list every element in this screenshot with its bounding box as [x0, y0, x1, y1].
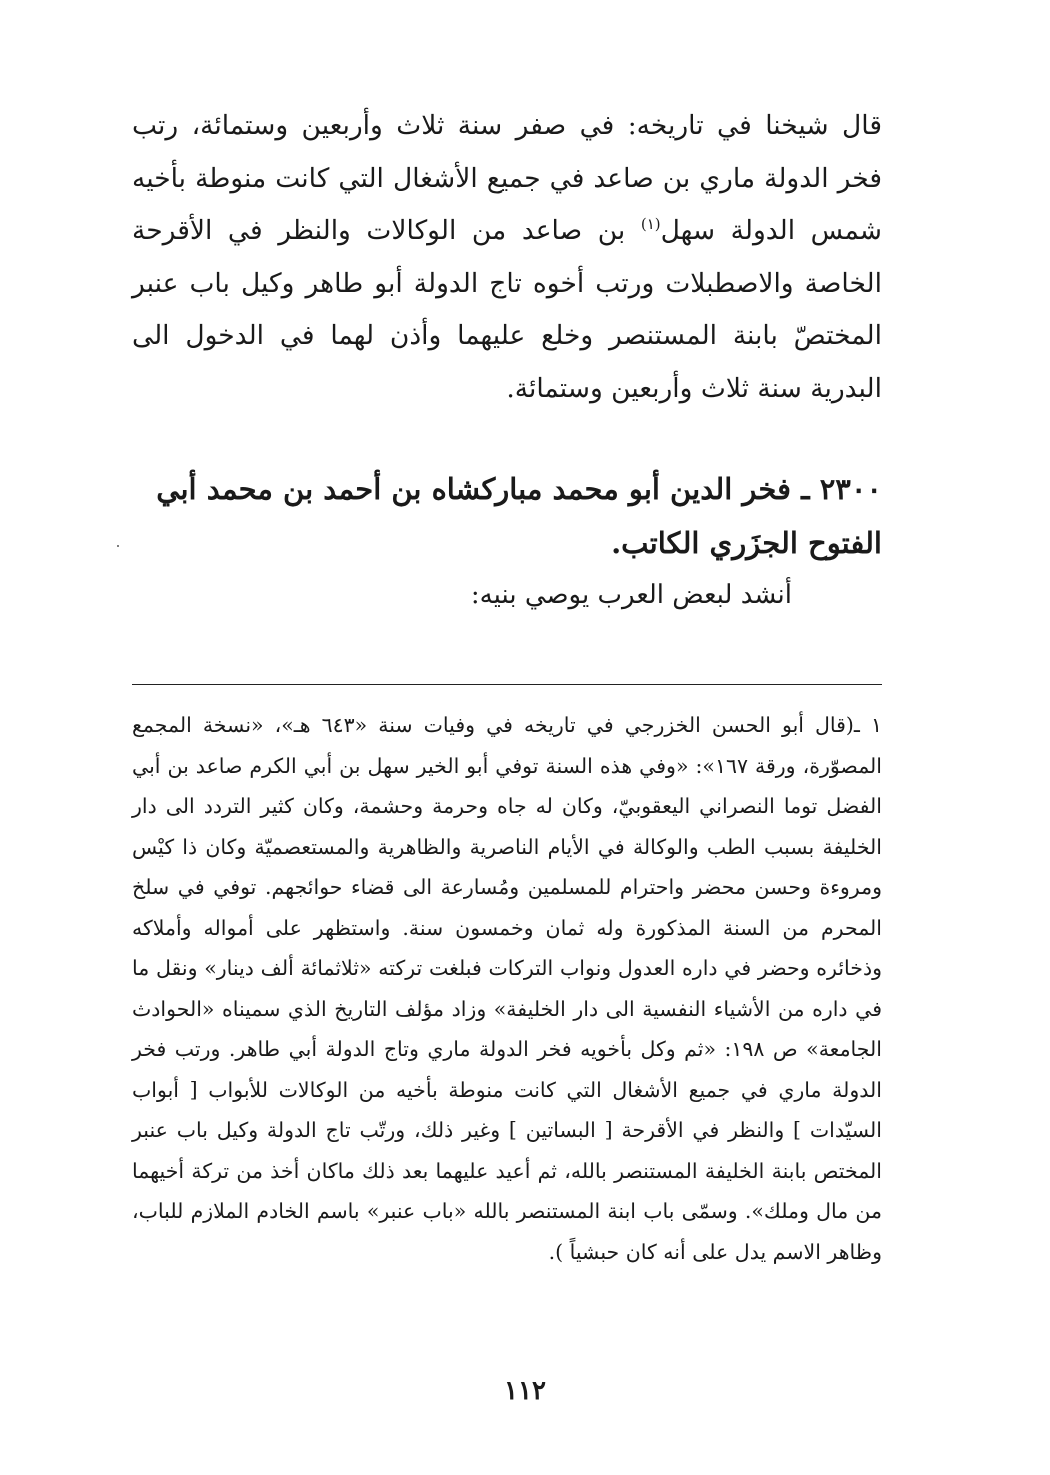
main-paragraph-text — [132, 100, 882, 415]
footnote-reference: (١) — [640, 215, 661, 233]
main-paragraph — [132, 100, 882, 415]
main-paragraph-part-2: بن صاعد من الوكالات والنظر في الأقرحة الخاصة والاصطبلات ورتب أخوه تاج الدولة أبو طاهر وكيل باب عنبر المختصّ بابنة المستنصر وخلع عليهما وأذن لهما في الدخول الى البدرية سنة ثلاث وأربعين وستمائة. — [132, 215, 882, 404]
entry-subline: أنشد لبعض العرب يوصي بنيه: — [470, 580, 792, 610]
footnote — [132, 705, 882, 1272]
main-paragraph-part-1: قال شيخنا في تاريخه: في صفر سنة ثلاث وأربعين وستمائة، رتب فخر الدولة ماري بن صاعد في جميع الأشغال التي كانت منوطة بأخيه شمس الدولة سهل — [132, 110, 882, 246]
page-number: ١١٢ — [504, 1376, 546, 1406]
biography-entry — [132, 462, 882, 620]
footnote-divider — [132, 684, 882, 685]
entry-heading: ٢٣٠٠ ـ فخر الدين أبو محمد مباركشاه بن أحمد بن محمد أبي الفتوح الجزَري الكاتب. — [156, 472, 882, 560]
footnote-text: ١ ـ(قال أبو الحسن الخزرجي في تاريخه في وفيات سنة «٦٤٣ هـ»، «نسخة المجمع المصوّرة، ورقة ١٦٧»: «وفي هذه السنة توفي أبو الخير سهل بن أبي الكرم صاعد بن أبي الفضل توما النصراني اليعقوبيّ، وكان له جاه وحرمة وحشمة، وكان كثير التردد الى دار الخليفة بسبب الطب والوكالة في الأيام الناصرية والظاهرية والمستعصميّة وكان ذا كيْس ومروءة وحسن محضر واحترام للمسلمين ومُسارعة الى قضاء حوائجهم. توفي في سلخ المحرم من السنة المذكورة وله ثمان وخمسون سنة. واستظهر على أمواله وأملاكه وذخائره وحضر في داره العدول ونواب التركات فبلغت تركته «ثلاثمائة ألف دينار» ونقل ما في داره من الأشياء النفسية الى دار الخليفة» وزاد مؤلف التاريخ الذي سميناه «الحوادث الجامعة» ص ١٩٨: «ثم وكل بأخويه فخر الدولة ماري وتاج الدولة أبي طاهر. ورتب فخر الدولة ماري في جميع الأشغال التي كانت منوطة بأخيه من الوكالات للأبواب [ أبواب السيّدات ] والنظر في الأقرحة [ البساتين ] وغير ذلك، ورتّب تاج الدولة وكيل باب عنبر المختص بابنة الخليفة المستنصر بالله، ثم أعيد عليهما بعد ذلك ماكان أخذ من تركة أخيهما من مال وملك». وسمّى باب ابنة المستنصر بالله «باب عنبر» باسم الخادم الملازم للباب، وظاهر الاسم يدل على أنه كان حبشياً ). — [132, 713, 882, 1264]
scan-speck — [117, 545, 119, 547]
